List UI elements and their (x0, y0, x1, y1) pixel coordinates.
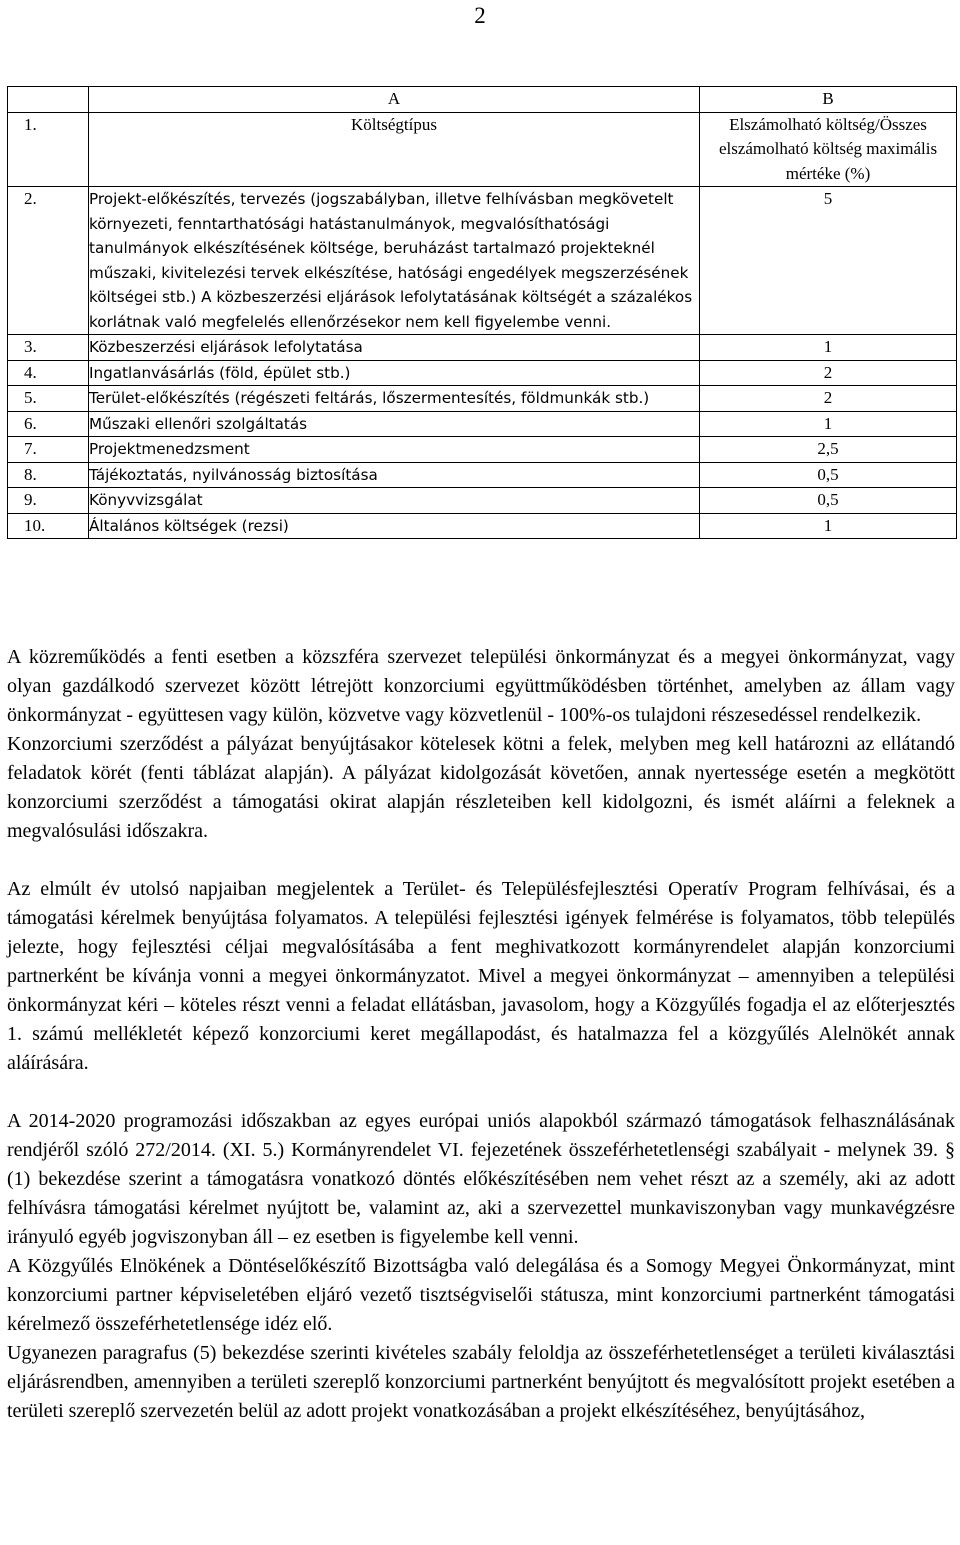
page-number: 2 (474, 3, 486, 28)
table-row (8, 488, 957, 514)
cost-type-cell: Műszaki ellenőri szolgáltatás (89, 411, 700, 437)
header-empty-cell (8, 87, 89, 113)
table-row (8, 513, 957, 539)
table-row (8, 335, 957, 361)
paragraph-top-program-calls: Az elmúlt év utolsó napjaiban megjelentek a Terület- és Településfejlesztési Operatív Program felhívásai, és a támogatási kérelmek benyújtása folyamatos. A települési fejlesztési igények felmérése is folyamatos, több település jelezte, hogy fejlesztési céljai megvalósításába a fent meghivatkozott kormányrendelet alapján konzorciumi partnerként be kívánja vonni a megyei önkormányzatot. Mivel a megyei önkormányzat – amennyiben a települési önkormányzat kéri – köteles részt venni a feladat ellátásban, javasolom, hogy a Közgyűlés fogadja el az előterjesztés 1. számú mellékletét képező konzorciumi keret megállapodást, és hatalmazza fel a közgyűlés Alelnökét annak aláírására. (7, 878, 955, 1074)
row-number: 1. (8, 112, 89, 187)
cost-type-cell: Közbeszerzési eljárások lefolytatása (89, 335, 700, 361)
column-a-header: Költségtípus (89, 112, 700, 187)
cost-type-cell: Projekt-előkészítés, tervezés (jogszabályban, illetve felhívásban megkövetelt környezeti, fenntarthatósági hatástanulmányok, megvalósíthatósági tanulmányok elkészítésének költsége, beruházást tartalmazó projekteknél műszaki, kivitelezési tervek elkészítése, hatósági engedélyek megszerzésének költségei stb.) A közbeszerzési eljárások lefolytatásának költségét a százalékos korlátnak való megfelelés ellenőrzésekor nem kell figyelembe venni. (89, 187, 700, 335)
table-row (8, 386, 957, 412)
column-b-letter: B (700, 87, 957, 113)
cost-type-cell: Ingatlanvásárlás (föld, épület stb.) (89, 360, 700, 386)
body-text (7, 643, 955, 1426)
row-number: 8. (8, 462, 89, 488)
max-percent-cell: 2 (700, 360, 957, 386)
row-number: 2. (8, 187, 89, 335)
row-number: 7. (8, 437, 89, 463)
table-row (8, 462, 957, 488)
table-header-row (8, 87, 957, 113)
table-row (8, 187, 957, 335)
row-number: 4. (8, 360, 89, 386)
row-number: 5. (8, 386, 89, 412)
max-percent-cell: 1 (700, 411, 957, 437)
paragraph-president-delegation: A Közgyűlés Elnökének a Döntéselőkészítő Bizottságba való delegálása és a Somogy Megyei Önkormányzat, mint konzorciumi partner képviseletében eljáró vezető tisztségviselői státusza, mint konzorciumi partnerként támogatási kérelmező összeférhetetlensége idéz elő. (7, 1255, 955, 1335)
paragraph-exception-rule: Ugyanezen paragrafus (5) bekezdése szerinti kivételes szabály feloldja az összeférhetetlenséget a területi kiválasztási eljárásrendben, amennyiben a területi szereplő konzorciumi partnerként benyújtott és megvalósított projekt esetében a területi szereplő szervezetén belül az adott projekt vonatkozásában a projekt elkészítéséhez, benyújtásához, (7, 1342, 955, 1422)
column-b-header: Elszámolható költség/Összes elszámolható költség maximális mértéke (%) (700, 112, 957, 187)
row-number: 3. (8, 335, 89, 361)
cost-type-cell: Projektmenedzsment (89, 437, 700, 463)
cost-type-cell: Könyvvizsgálat (89, 488, 700, 514)
cost-type-cell: Általános költségek (rezsi) (89, 513, 700, 539)
table-row (8, 112, 957, 187)
table-row (8, 437, 957, 463)
paragraph-consortium-contract: Konzorciumi szerződést a pályázat benyújtásakor kötelesek kötni a felek, melyben meg kell határozni az ellátandó feladatok körét (fenti táblázat alapján). A pályázat kidolgozását követően, annak nyertessége esetén a megkötött konzorciumi szerződést a támogatási okirat alapján részleteiben kell kidolgozni, és ismét aláírni a feleknek a megvalósulási időszakra. (7, 733, 955, 842)
column-a-letter: A (89, 87, 700, 113)
max-percent-cell: 2 (700, 386, 957, 412)
table-row (8, 411, 957, 437)
max-percent-cell: 0,5 (700, 462, 957, 488)
max-percent-cell: 0,5 (700, 488, 957, 514)
max-percent-cell: 1 (700, 335, 957, 361)
cost-type-cell: Terület-előkészítés (régészeti feltárás, lőszermentesítés, földmunkák stb.) (89, 386, 700, 412)
paragraph-conflict-of-interest-rules: A 2014-2020 programozási időszakban az egyes európai uniós alapokból származó támogatások felhasználásának rendjéről szóló 272/2014. (XI. 5.) Kormányrendelet VI. fejezetének összeférhetetlenségi szabályait - melynek 39. § (1) bekezdése szerint a támogatásra vonatkozó döntés előkészítésében nem vehet részt az a személy, aki az adott felhívásra támogatási kérelmet nyújtott be, valamint az, aki a szervezettel munkaviszonyban vagy munkavégzésre irányuló egyéb jogviszonyban áll – ez esetben is figyelembe kell venni. (7, 1110, 955, 1248)
row-number: 10. (8, 513, 89, 539)
max-percent-cell: 5 (700, 187, 957, 335)
max-percent-cell: 2,5 (700, 437, 957, 463)
cost-type-cell: Tájékoztatás, nyilvánosság biztosítása (89, 462, 700, 488)
paragraph-consortium-cooperation: A közreműködés a fenti esetben a közszféra szervezet települési önkormányzat és a megyei önkormányzat, vagy olyan gazdálkodó szervezet között létrejött konzorciumi együttműködésben történhet, amelyben az állam vagy önkormányzat - együttesen vagy külön, közvetve vagy közvetlenül - 100%-os tulajdoni részesedéssel rendelkezik. (7, 646, 955, 726)
row-number: 6. (8, 411, 89, 437)
row-number: 9. (8, 488, 89, 514)
cost-table (7, 86, 957, 539)
table-row (8, 360, 957, 386)
max-percent-cell: 1 (700, 513, 957, 539)
